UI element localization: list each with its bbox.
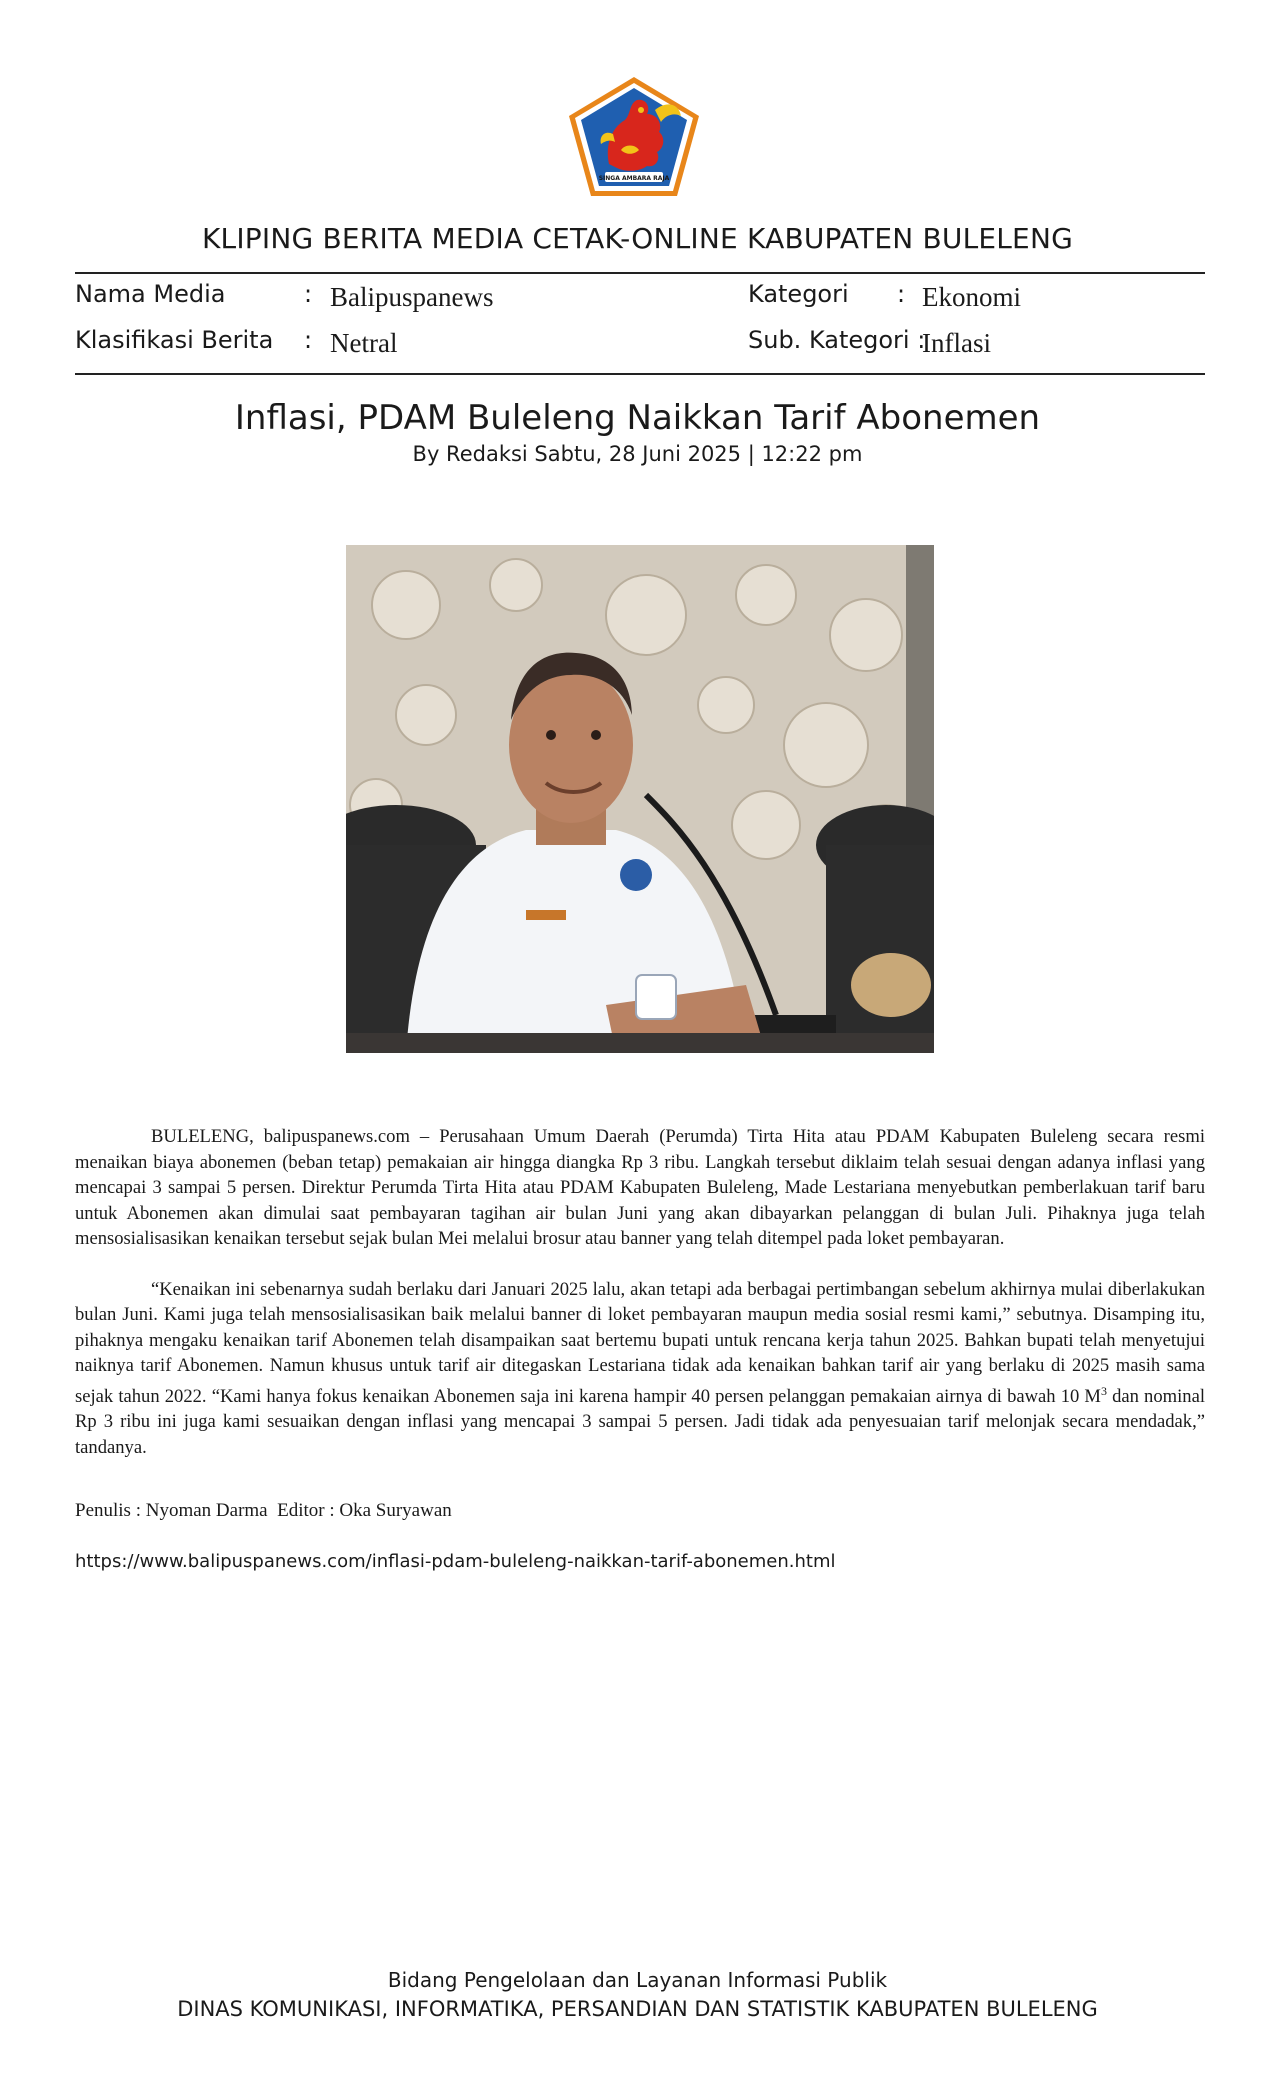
article-credits: Penulis : Nyoman Darma Editor : Oka Suryawan — [75, 1500, 452, 1521]
kategori-colon: : — [897, 280, 906, 308]
singa-ambara-raja-icon — [565, 74, 703, 200]
meta-row-media — [75, 280, 1205, 316]
article-source-url[interactable]: https://www.balipuspanews.com/inflasi-pdam-buleleng-naikkan-tarif-abonemen.html — [75, 1551, 836, 1572]
emblem-motto: SINGA AMBARA RAJA — [598, 175, 670, 182]
document-header-title: KLIPING BERITA MEDIA CETAK-ONLINE KABUPATEN BULELENG — [201, 222, 1073, 255]
article-paragraph-2 — [75, 1277, 1205, 1461]
subkategori-value: Inflasi — [922, 328, 991, 358]
article-title: Inflasi, PDAM Buleleng Naikkan Tarif Abonemen — [234, 398, 1041, 438]
cubic-meter-superscript: 3 — [1100, 1383, 1107, 1398]
paragraph-2-part-a: “Kenaikan ini sebenarnya sudah berlaku dari Januari 2025 lalu, akan tetapi ada berbagai pertimbangan sebelum akhirnya mulai diberlakukan bulan Juni. Kami juga telah mensosialisasikan baik melalui banner di loket pembayaran maupun media sosial resmi kami,” sebutnya. Disamping itu, pihaknya mengaku kenaikan tarif Abonemen telah disampaikan saat bertemu bupati untuk rencana kerja tahun 2025. Bahkan bupati telah menyetujui naiknya tarif Abonemen. Namun khusus untuk tarif air ditegaskan Lestariana tidak ada kenaikan bahkan tarif air yang berlaku di 2025 masih sama sejak tahun 2022. “Kami hanya fokus kenaikan Abonemen saja ini karena hampir 40 persen pelanggan pemakaian airnya di bawah 10 M — [75, 1278, 1205, 1407]
media-label: Nama Media — [75, 280, 226, 308]
klasifikasi-colon: : — [304, 326, 313, 354]
kategori-label: Kategori — [748, 280, 849, 308]
article-photo — [346, 545, 934, 1053]
regency-emblem-logo — [565, 74, 703, 200]
speaker-photo-illustration — [346, 545, 934, 1053]
footer-division: Bidang Pengelolaan dan Layanan Informasi Publik — [387, 1968, 888, 1992]
footer-agency: DINAS KOMUNIKASI, INFORMATIKA, PERSANDIAN DAN STATISTIK KABUPATEN BULELENG — [177, 1997, 1098, 2021]
media-colon: : — [304, 280, 313, 308]
header-bottom-rule — [75, 373, 1205, 375]
article-paragraph-1: BULELENG, balipuspanews.com – Perusahaan Umum Daerah (Perumda) Tirta Hita atau PDAM Kabupaten Buleleng secara resmi menaikan biaya abonemen (beban tetap) pemakaian air hingga diangka Rp 3 ribu. Langkah tersebut diklaim telah sesuai dengan adanya inflasi yang mencapai 3 sampai 5 persen. Direktur Perumda Tirta Hita atau PDAM Kabupaten Buleleng, Made Lestariana menyebutkan pemberlakuan tarif baru untuk Abonemen akan dimulai saat pembayaran tagihan air bulan Juni yang akan dibayarkan pelanggan di bulan Juli. Pihaknya juga telah mensosialisasikan kenaikan tersebut sejak bulan Mei melalui brosur atau banner yang telah ditempel pada loket pembayaran. — [75, 1126, 1205, 1249]
header-top-rule — [75, 272, 1205, 274]
kategori-value: Ekonomi — [922, 282, 1021, 312]
article-body — [75, 1124, 1205, 1460]
paragraph-2-part-b: dan nominal Rp 3 ribu ini juga kami sesuaikan dengan inflasi yang mencapai 3 sampai 5 persen. Jadi tidak ada penyesuaian tarif melonjak secara mendadak,” tandanya. — [75, 1385, 1205, 1458]
article-byline: By Redaksi Sabtu, 28 Juni 2025 | 12:22 pm — [412, 442, 863, 466]
klasifikasi-value: Netral — [330, 328, 398, 358]
meta-row-klasifikasi — [75, 326, 1205, 362]
klasifikasi-label: Klasifikasi Berita — [75, 326, 274, 354]
subkategori-label: Sub. Kategori : — [748, 326, 926, 354]
media-value: Balipuspanews — [330, 282, 494, 312]
